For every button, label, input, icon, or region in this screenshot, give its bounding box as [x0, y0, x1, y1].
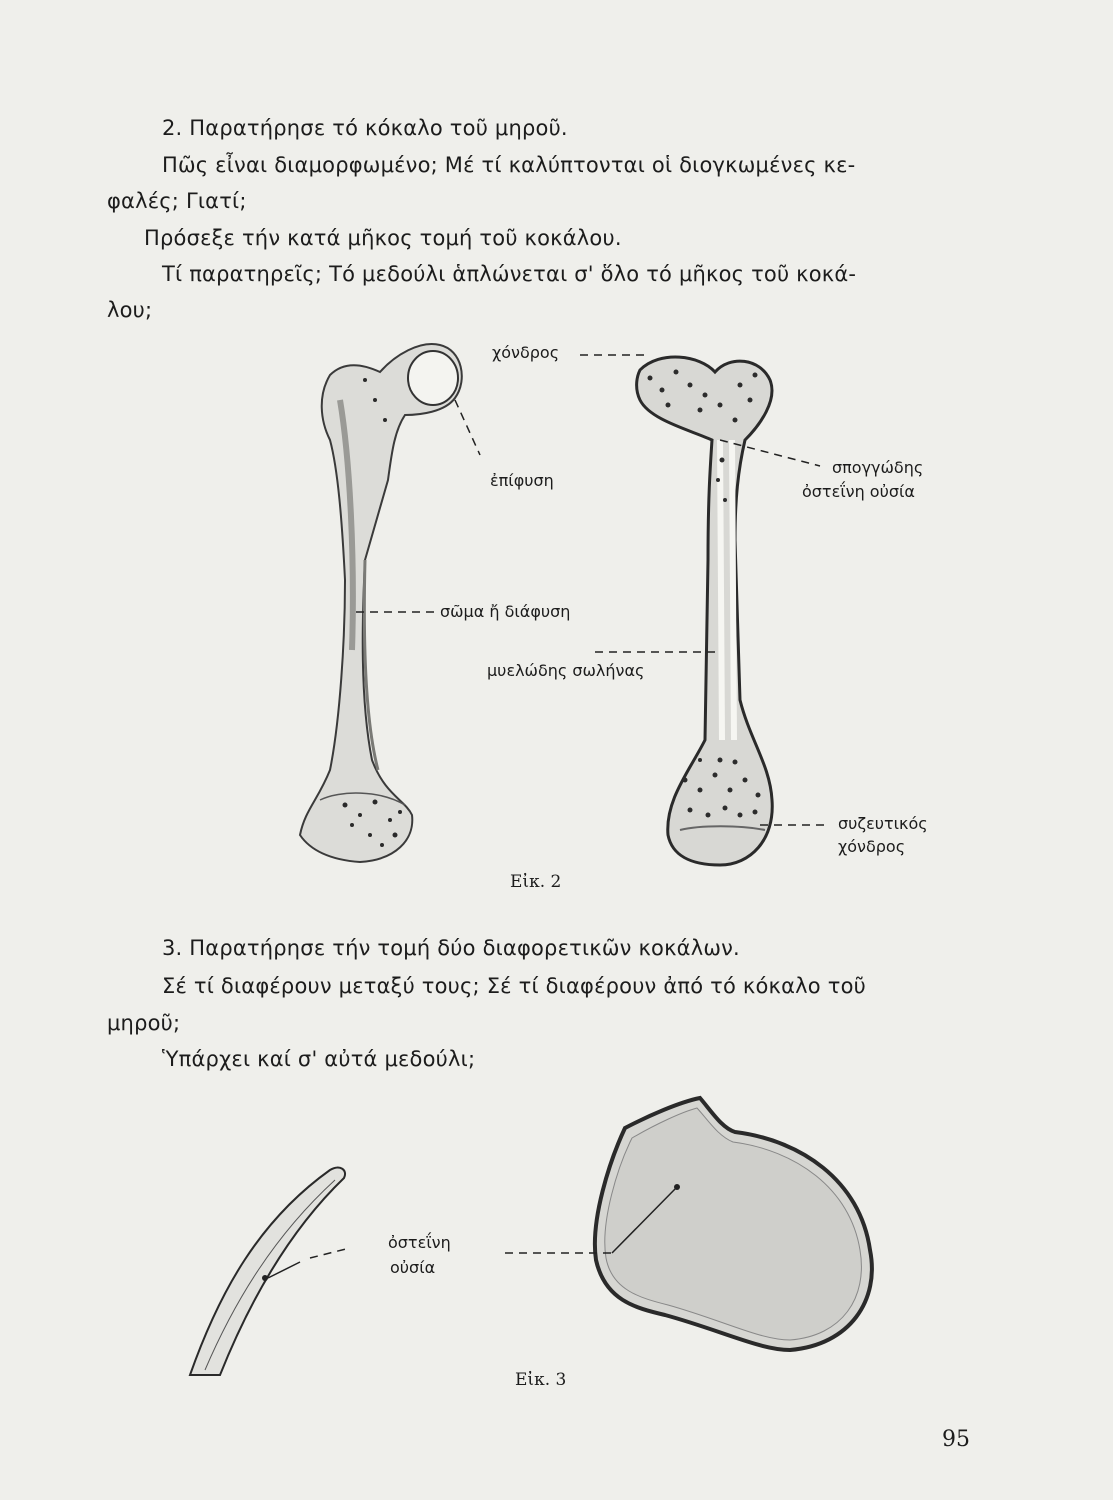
- section2-line2: φαλές; Γιατί;: [107, 189, 247, 213]
- label-ostini-ousia: ὀστεΐνη οὐσία: [802, 482, 915, 501]
- figure2-caption: Εἰκ. 2: [510, 872, 562, 892]
- figure3-flat-bone-drawing: [595, 1098, 872, 1350]
- label-chondros-2: χόνδρος: [838, 837, 906, 856]
- section2-line4: Τί παρατηρεῖς; Τό μεδούλι ἁπλώνεται σ' ὅλο τό μῆκος τοῦ κοκά-: [162, 262, 857, 286]
- label-soma-diafysi: σῶμα ἤ διάφυση: [440, 602, 571, 621]
- label-epifysi: ἐπίφυση: [490, 471, 554, 490]
- section2-line5: λου;: [107, 298, 153, 322]
- section2-line1: Πῶς εἶναι διαμορφωμένο; Μέ τί καλύπτονται οἱ διογκωμένες κε-: [162, 153, 856, 177]
- section3-line3: Ὑπάρχει καί σ' αὐτά μεδούλι;: [162, 1047, 476, 1071]
- label-ostini: ὀστεΐνη: [388, 1233, 451, 1252]
- label-spongodis: σπογγώδης: [832, 458, 924, 477]
- femur-section-drawing: [637, 357, 773, 865]
- label-syzeftikos: συζευτικός: [838, 814, 928, 833]
- section2-heading: 2. Παρατήρησε τό κόκαλο τοῦ μηροῦ.: [162, 116, 568, 140]
- section3-line2: μηροῦ;: [107, 1011, 181, 1035]
- figure3-thin-bone-drawing: [190, 1168, 345, 1375]
- figure3-caption: Εἰκ. 3: [515, 1370, 567, 1390]
- label-myelodis-solinas: μυελώδης σωλήνας: [487, 661, 645, 680]
- section3-line1: Σέ τί διαφέρουν μεταξύ τους; Σέ τί διαφέρουν ἀπό τό κόκαλο τοῦ: [162, 974, 866, 998]
- femur-exterior-drawing: [300, 344, 462, 862]
- section2-line3: Πρόσεξε τήν κατά μῆκος τομή τοῦ κοκάλου.: [144, 226, 622, 250]
- label-ousia: οὐσία: [390, 1258, 436, 1277]
- label-chondros: χόνδρος: [492, 343, 560, 362]
- page-number: 95: [942, 1427, 970, 1452]
- section3-heading: 3. Παρατήρησε τήν τομή δύο διαφορετικῶν κοκάλων.: [162, 936, 740, 960]
